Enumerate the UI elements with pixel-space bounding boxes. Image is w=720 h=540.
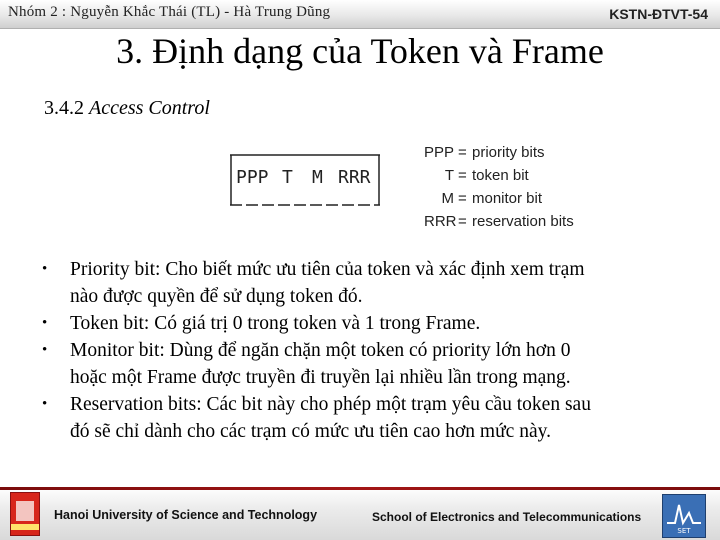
bullet-icon: • bbox=[42, 342, 48, 358]
field-monitor: M bbox=[312, 167, 323, 188]
footer-school: School of Electronics and Telecommunications bbox=[372, 510, 642, 524]
legend-value: reservation bits bbox=[472, 213, 574, 230]
university-logo-icon bbox=[10, 492, 40, 536]
school-logo-icon bbox=[662, 494, 706, 538]
bullet-line: Token bit: Có giá trị 0 trong token và 1 trong Frame. bbox=[70, 313, 481, 334]
bullet-icon: • bbox=[42, 396, 48, 412]
bullet-line: Priority bit: Cho biết mức ưu tiên của token và xác định xem trạm bbox=[70, 259, 585, 280]
bullet-line: nào được quyền để sử dụng token đó. bbox=[70, 286, 363, 307]
footer-university: Hanoi University of Science and Technology bbox=[54, 508, 318, 522]
legend-equals: = bbox=[458, 144, 467, 161]
bullet-line: hoặc một Frame được truyền đi truyền lại nhiều lần trong mạng. bbox=[70, 367, 571, 388]
bullet-icon: • bbox=[42, 315, 48, 331]
legend-value: monitor bit bbox=[472, 190, 543, 207]
bullet-item bbox=[42, 391, 692, 445]
field-token: T bbox=[282, 167, 293, 188]
legend-key: RRR bbox=[424, 213, 457, 230]
field-reservation: RRR bbox=[338, 167, 371, 188]
header-bar bbox=[0, 0, 720, 28]
header-class-code: KSTN-ĐTVT-54 bbox=[609, 6, 708, 22]
bullet-item bbox=[42, 337, 692, 391]
bullet-item bbox=[42, 256, 692, 310]
legend-value: priority bits bbox=[472, 144, 545, 161]
bullet-list bbox=[42, 256, 692, 445]
bullet-line: Monitor bit: Dùng để ngăn chặn một token có priority lớn hơn 0 bbox=[70, 340, 571, 361]
legend-equals: = bbox=[458, 190, 467, 207]
legend-equals: = bbox=[458, 167, 467, 184]
access-control-diagram bbox=[230, 153, 380, 207]
university-logo-band bbox=[11, 524, 39, 530]
bullet-icon: • bbox=[42, 261, 48, 277]
legend-key: PPP bbox=[424, 144, 455, 161]
header-authors: Nhóm 2 : Nguyễn Khắc Thái (TL) - Hà Trung Dũng bbox=[8, 4, 331, 20]
section-name: Access Control bbox=[89, 97, 210, 119]
section-heading bbox=[44, 97, 210, 120]
legend-key: T bbox=[444, 167, 454, 184]
legend-key: M bbox=[441, 190, 454, 207]
legend-equals: = bbox=[458, 213, 467, 230]
bullet-line: đó sẽ chỉ dành cho các trạm có mức ưu tiên cao hơn mức này. bbox=[70, 421, 551, 442]
bullet-item bbox=[42, 310, 692, 337]
university-logo-emblem bbox=[16, 501, 34, 521]
slide-title: 3. Định dạng của Token và Frame bbox=[116, 31, 604, 71]
legend-value: token bit bbox=[472, 167, 529, 184]
school-logo-text: SET bbox=[677, 527, 691, 535]
header-divider bbox=[0, 28, 720, 29]
footer-accent-line bbox=[0, 487, 720, 490]
field-priority: PPP bbox=[236, 167, 269, 188]
bullet-line: Reservation bits: Các bit này cho phép một trạm yêu cầu token sau bbox=[70, 394, 591, 415]
section-number: 3.4.2 bbox=[44, 97, 84, 119]
